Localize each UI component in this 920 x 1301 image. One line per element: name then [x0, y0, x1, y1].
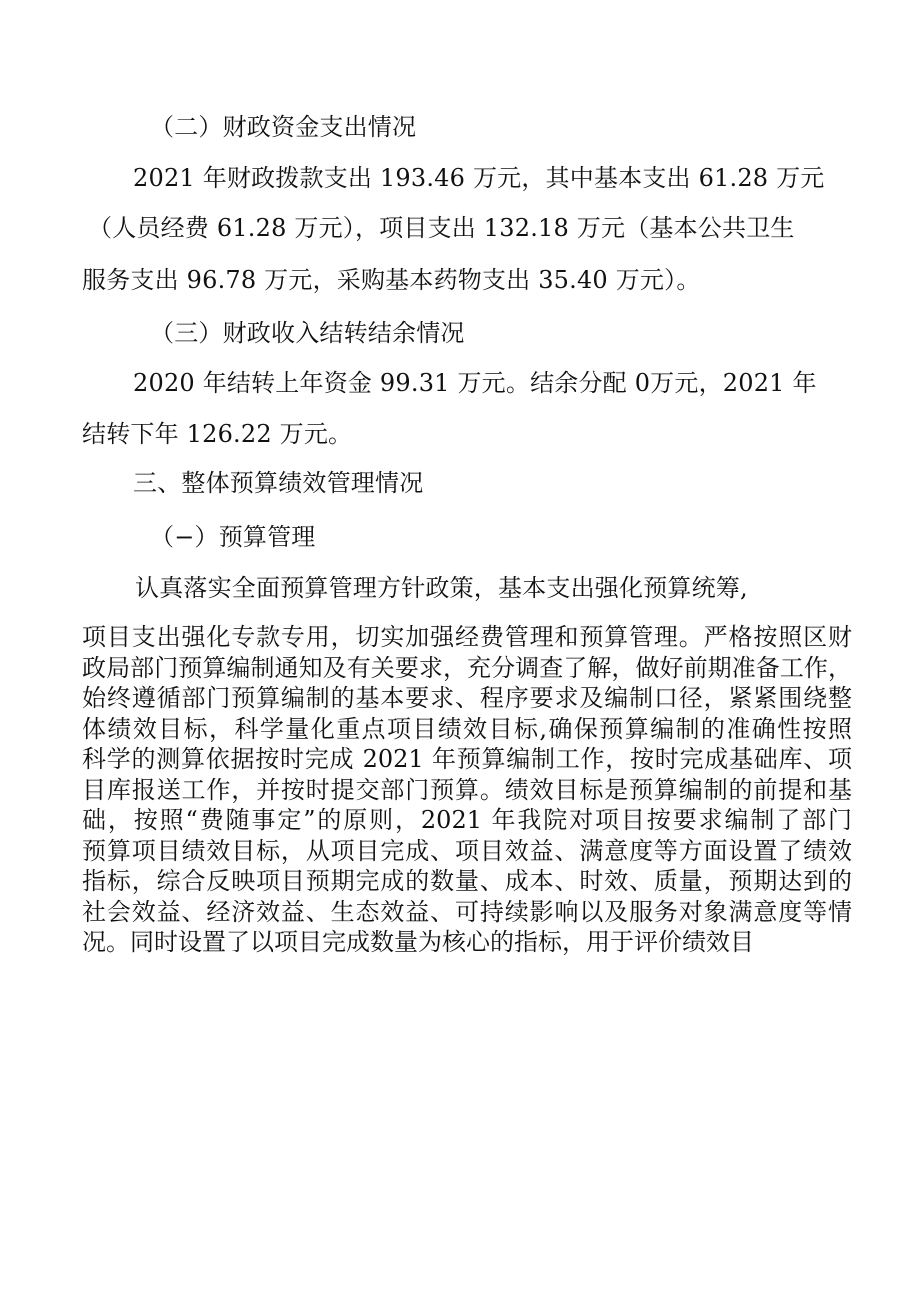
expenditure-paragraph-line-1: 2021 年财政拨款支出 193.46 万元，其中基本支出 61.28 万元 [133, 164, 825, 192]
budget-paragraph-line: 础，按照“费随事定”的原则，2021 年我院对项目按要求编制了部门 [82, 806, 852, 834]
budget-paragraph-line: 体绩效目标，科学量化重点项目绩效目标,确保预算编制的准确性按照 [82, 714, 852, 743]
section-3-1-heading: （−）预算管理 [150, 523, 316, 551]
budget-paragraph-line: 预算项目绩效目标，从项目完成、项目效益、满意度等方面设置了绩效 [82, 836, 852, 865]
budget-paragraph-line: 社会效益、经济效益、生态效益、可持续影响以及服务对象满意度等情 [82, 897, 852, 926]
budget-paragraph-body [82, 622, 852, 958]
carryover-paragraph-line-1: 2020 年结转上年资金 99.31 万元。结余分配 0万元，2021 年 [133, 369, 817, 397]
section-2-2-heading: （二）财政资金支出情况 [150, 113, 417, 141]
carryover-paragraph-line-2: 结转下年 126.22 万元。 [82, 420, 353, 448]
budget-paragraph-line: 目库报送工作，并按时提交部门预算。绩效目标是预算编制的前提和基 [82, 775, 852, 804]
budget-paragraph-first-line: 认真落实全面预算管理方针政策，基本支出强化预算统筹, [135, 574, 748, 602]
section-2-3-heading: （三）财政收入结转结余情况 [150, 319, 465, 347]
budget-paragraph-line: 况。同时设置了以项目完成数量为核心的指标，用于评价绩效目 [82, 928, 754, 956]
section-3-heading: 三、整体预算绩效管理情况 [133, 469, 424, 497]
budget-paragraph-line: 政局部门预算编制通知及有关要求，充分调查了解，做好前期准备工作， [82, 653, 852, 682]
expenditure-paragraph-line-2: （人员经费 61.28 万元），项目支出 132.18 万元（基本公共卫生 [88, 214, 795, 242]
budget-paragraph-line: 项目支出强化专款专用，切实加强经费管理和预算管理。严格按照区财 [82, 623, 852, 651]
budget-paragraph-line: 科学的测算依据按时完成 2021 年预算编制工作，按时完成基础库、项 [82, 745, 852, 773]
budget-paragraph-line: 指标，综合反映项目预期完成的数量、成本、时效、质量，预期达到的 [82, 867, 852, 895]
budget-paragraph-line: 始终遵循部门预算编制的基本要求、程序要求及编制口径，紧紧围绕整 [82, 684, 852, 712]
expenditure-paragraph-line-3: 服务支出 96.78 万元，采购基本药物支出 35.40 万元）。 [82, 266, 701, 294]
